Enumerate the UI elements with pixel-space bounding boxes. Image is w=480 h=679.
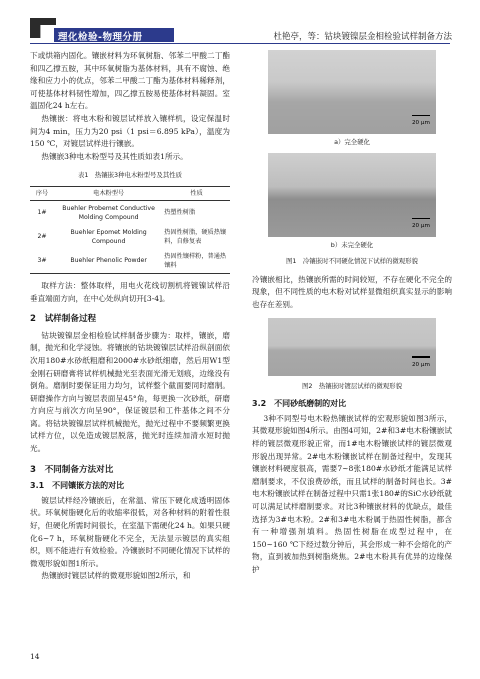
scale-bar-line: [412, 115, 430, 117]
table-cell: 热固性树脂，硬质热镶料，自修复表: [164, 228, 227, 245]
header-rule: [30, 43, 450, 44]
scale-bar: [412, 218, 430, 233]
figure-caption: 图1 冷镶嵌时不同硬化情况下试样的微观形貌: [286, 257, 418, 266]
running-head: 杜艳亭，等：钴块镀镍层金相检验试样制备方法: [273, 32, 452, 42]
left-column: [30, 50, 230, 583]
micrograph-fig1b: [268, 153, 436, 237]
paragraph: 冷镶嵌相比，热镶嵌所需的时间较短，不存在硬化不完全的现象，但不同性质的电木粉对试样显微组织真实显示的影响也存在差别。: [252, 274, 452, 309]
table-header: 性质: [163, 186, 230, 200]
subsection-heading: 3.1 不同镶嵌方法的对比: [30, 481, 125, 491]
table-cell: 2#: [37, 233, 47, 241]
table-cell: 热固性镶样粉，普通热镶料: [163, 249, 230, 274]
scale-bar: [412, 356, 430, 371]
paragraph: 镀层试样经冷镶嵌后，在常温、常压下硬化成透明固体状。环氧树脂硬化后的收缩率很低，对各种材料的附着性很好，但硬化所需时间很长，在室温下需硬化24 h。如果只硬化6~7 h，环氧树脂硬化不完全，无法显示镀层的真实组织，则不能进行有效检验。冷镶嵌时不同硬化情况下试样的微观形貌如图1所示。: [30, 495, 230, 568]
scale-bar-line: [412, 218, 430, 220]
journal-title: 理化检验-物理分册: [58, 32, 143, 43]
table-1: [30, 186, 230, 274]
subfigure-caption: a）完全硬化: [334, 138, 370, 146]
micrograph-fig1a: [268, 50, 436, 134]
scale-label: 20 μm: [412, 361, 430, 368]
scale-label: 20 μm: [412, 223, 430, 229]
table-cell: 3#: [30, 249, 54, 274]
figure-caption: 图2 热镶嵌时镀层试样的微观形貌: [302, 381, 402, 390]
table-header: 序号: [30, 186, 54, 200]
paragraph: 钴块镀镍层金相检验试样制备步骤为：取样，镶嵌，磨制，抛光和化学浸蚀。将镶嵌的钴块镀镍层试样沿纵剖面依次用180#水砂纸粗磨和2000#水砂纸细磨，然后用W1型金刚石研磨膏将试样机械抛光至表面光滑无划痕，边缘没有倒角。磨制时要保证用力均匀，试样整个截面要同时磨制。研磨操作方向与镀层表面呈45°角，每更换一次砂纸，研磨方向应与前次方向呈90°，保证镀层和工件基体之间不分离。将钴块镀镍层试样机械抛光，抛光过程中不要频繁更换试样方位，以免造成镀层脱落，抛光时连续加清水短时抛光。: [30, 330, 230, 454]
scale-label: 20 μm: [412, 120, 430, 127]
table-row: [30, 200, 230, 225]
journal-logo-icon: [30, 18, 56, 38]
section-heading: 3 不同制备方法对比: [30, 464, 114, 475]
micrograph-fig2: [268, 318, 436, 376]
section-heading: 2 试样制备过程: [30, 314, 97, 325]
table-row: [30, 225, 230, 249]
table-cell: 热塑性树脂: [164, 209, 196, 217]
table-cell: 1#: [37, 209, 47, 217]
paragraph: 取样方法：整体取样，用电火花线切割机将镀镍试样沿垂直端面方向，在中心处纵向切开[3-4]。: [30, 280, 230, 303]
paragraph: 热镶嵌：将电木粉和镀层试样放入镶样机，设定保温时间为4 min，压力为20 psi（1 psi＝6.895 kPa），温度为150 ℃，对镀层试样进行镶嵌。: [30, 113, 230, 149]
paragraph: 热镶嵌时镀层试样的微观形貌如图2所示，和: [41, 571, 191, 581]
table-header: 电木粉型号: [54, 186, 163, 200]
page-number: 14: [30, 652, 40, 661]
scale-bar: [412, 115, 430, 130]
right-column: [252, 50, 452, 576]
subsection-heading: 3.2 不同砂纸磨制的对比: [252, 399, 347, 409]
table-caption: 表1 热镶嵌3种电木粉型号及其性质: [78, 171, 182, 180]
table-cell: Buehler Probemet Conductive Molding Compound: [62, 204, 155, 221]
subfigure-caption: b）未完全硬化: [330, 240, 374, 249]
page-header: [0, 0, 480, 44]
paragraph: 热镶嵌3种电木粉型号及其性质如表1所示。: [41, 151, 188, 161]
scale-bar-line: [412, 356, 430, 358]
table-cell: Buehler Phenolic Powder: [54, 249, 163, 274]
table-cell: Buehler Epomet Molding Compound: [70, 228, 147, 245]
table-row: [30, 249, 230, 274]
paragraph: 下或烘箱内固化。镶嵌材料为环氧树脂、邻苯二甲酸二丁酯和四乙撑五胺，其中环氧树脂为基体材料，具有不腐蚀、绝缘和应力小的优点，邻苯二甲酸二丁酯为基体材料稀释剂，可使基体材料韧性增加，四乙撑五胺易使基体材料凝固。室温固化24 h左右。: [30, 51, 230, 111]
paragraph: 3种不同型号电木粉热镶嵌试样的宏观形貌如图3所示，其微观形貌如图4所示。由图4可知，2#和3#电木粉镶嵌试样的镀层微观形貌正常，而1#电木粉镶嵌试样的镀层微观形貌出现异常。2#电木粉镶嵌试样在制备过程中，发现其镶嵌材料硬度很高，需要7~8张180#水砂纸才能满足试样磨制要求，不仅浪费砂纸，而且试样的制备时间也长。3#电木粉镶嵌试样在制备过程中只需1张180#的SiC水砂纸就可以满足试样磨制要求。对比3种镶嵌材料的优缺点，最佳选择为3#电木粉。2#和3#电木粉属于热固性树脂，都含有一种增强剂填料。热固性树脂在成型过程中，在150~160 ℃下经过数分钟后，其会形成一种不会熔化的产物，直到被加热到树脂烧焦。2#电木粉具有优异的边缘保护: [252, 413, 452, 574]
